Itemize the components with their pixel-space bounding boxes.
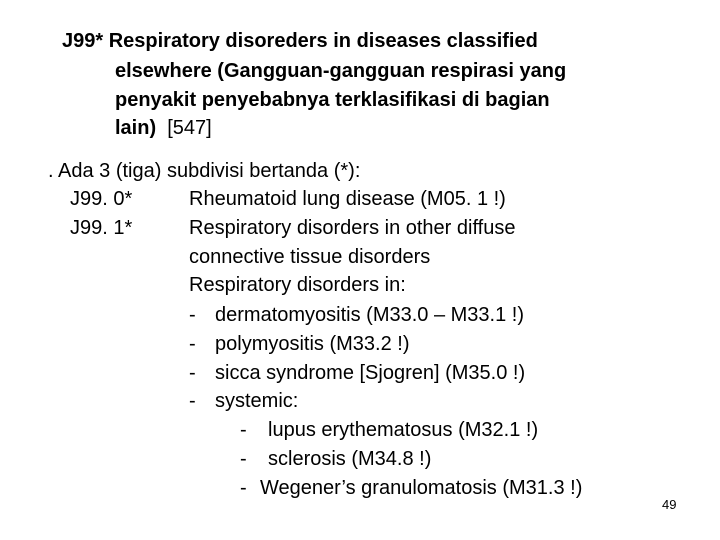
intro-text: . Ada 3 (tiga) subdivisi bertanda (*): <box>48 160 361 182</box>
subitem-bullet: - <box>240 477 247 499</box>
subdivision-text: Rheumatoid lung disease (M05. 1 !) <box>189 188 506 210</box>
subitem-bullet: - <box>240 448 247 470</box>
subitem-text: sclerosis (M34.8 !) <box>268 448 432 470</box>
subitem-bullet: - <box>240 419 247 441</box>
item-text: dermatomyositis (M33.0 – M33.1 !) <box>215 304 524 326</box>
item-text: polymyositis (M33.2 !) <box>215 333 410 355</box>
item-bullet: - <box>189 390 196 412</box>
heading-line-1: J99* Respiratory disoreders in diseases classified <box>62 30 538 52</box>
page-number: 49 <box>662 497 677 512</box>
heading-count: [547] <box>167 117 212 139</box>
heading-line-2: elsewhere (Gangguan-gangguan respirasi yang <box>115 60 567 82</box>
subdivision-text: Respiratory disorders in other diffuse <box>189 217 516 239</box>
item-bullet: - <box>189 333 196 355</box>
continuation-line: connective tissue disorders <box>189 246 431 268</box>
subitem-text: lupus erythematosus (M32.1 !) <box>268 419 539 441</box>
item-text: systemic: <box>215 390 299 412</box>
heading-line-3: penyakit penyebabnya terklasifikasi di bagian <box>115 89 550 111</box>
subitem-text: Wegener’s granulomatosis (M31.3 !) <box>260 477 583 499</box>
continuation-line: Respiratory disorders in: <box>189 274 406 296</box>
subdivision-code: J99. 1* <box>70 217 133 239</box>
heading-line-4-main: lain) <box>115 117 157 139</box>
item-text: sicca syndrome [Sjogren] (M35.0 !) <box>215 362 526 384</box>
item-bullet: - <box>189 362 196 384</box>
item-bullet: - <box>189 304 196 326</box>
subdivision-code: J99. 0* <box>70 188 133 210</box>
heading-line-4 <box>115 117 212 140</box>
